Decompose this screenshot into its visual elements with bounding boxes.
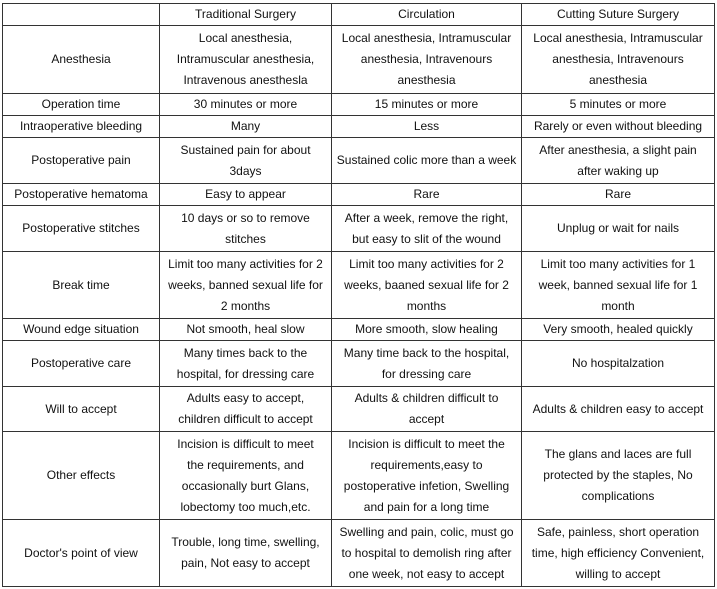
cell-line: willing to accept [575, 566, 661, 581]
row-label: Postoperative pain [3, 138, 160, 184]
cell-line: and pain for a long time [363, 499, 490, 514]
table-cell [522, 520, 715, 587]
table-row [3, 319, 715, 341]
cell-line: After a week, remove the right, [344, 210, 509, 225]
header-cell-cutting-suture-surgery: Cutting Suture Surgery [522, 4, 715, 26]
table-cell [522, 26, 715, 94]
cell-line: The glans and laces are full [544, 447, 692, 461]
table-cell [160, 319, 332, 341]
table-row [3, 206, 715, 252]
row-label: Operation time [3, 94, 160, 116]
cell-line: Limit too many activities for 1 [540, 256, 696, 271]
cell-line: 5 minutes or more [569, 97, 667, 111]
cell-line: months [406, 298, 447, 313]
table-cell [332, 319, 522, 341]
cell-line: Rare [413, 187, 440, 201]
cell-line: No hospitalzation [571, 356, 665, 370]
cell-line: 10 days or so to remove [181, 210, 310, 225]
cell-line: requirements,easy to [370, 457, 483, 472]
table-row [3, 387, 715, 432]
row-label: Wound edge situation [3, 319, 160, 341]
table-row [3, 520, 715, 587]
cell-line: but easy to slit of the wound [352, 231, 501, 246]
cell-line: pain, Not easy to accept [181, 556, 310, 570]
table-cell [332, 520, 522, 587]
cell-line: Many time back to the hospital, [343, 345, 510, 360]
cell-line: Swelling and pain, colic, must go [339, 524, 514, 539]
cell-line: Rarely or even without bleeding [533, 119, 703, 133]
table-row [3, 138, 715, 184]
cell-line: Easy to appear [205, 187, 286, 201]
header-cell-circulation: Circulation [332, 4, 522, 26]
cell-line: protected by the staples, No [543, 468, 693, 482]
header-cell [3, 4, 160, 26]
cell-line: Rare [604, 187, 631, 201]
table-cell [160, 94, 332, 116]
table-cell [332, 184, 522, 206]
cell-line: Many [230, 119, 261, 133]
table-cell [522, 387, 715, 432]
table-cell [332, 252, 522, 319]
table-cell [522, 432, 715, 520]
cell-line: Many times back to the [183, 345, 308, 360]
cell-line: 3days [229, 163, 262, 178]
cell-line: Sustained colic more than a week [336, 153, 517, 167]
table-cell [332, 26, 522, 94]
cell-line: Safe, painless, short operation [536, 524, 700, 539]
table-cell [160, 432, 332, 520]
table-cell [160, 206, 332, 252]
table-cell [332, 432, 522, 520]
cell-line: Local anesthesia, [198, 31, 293, 45]
table-cell [160, 184, 332, 206]
cell-line: the requirements, and [187, 457, 304, 472]
table-cell [332, 341, 522, 387]
row-label: Other effects [3, 432, 160, 520]
cell-line: Adults & children difficult to [354, 391, 499, 405]
table-cell [160, 252, 332, 319]
row-label: Intraoperative bleeding [3, 116, 160, 138]
table-cell [160, 520, 332, 587]
cell-line: Unplug or wait for nails [556, 221, 680, 235]
cell-line: Not smooth, heal slow [186, 322, 305, 336]
cell-line: for dressing care [381, 366, 472, 381]
table-cell [332, 206, 522, 252]
cell-line: Adults & children easy to accept [532, 401, 704, 416]
table-row [3, 116, 715, 138]
cell-line: Local anesthesia, Intramuscular [341, 31, 512, 45]
table-row [3, 184, 715, 206]
cell-line: lobectomy too much,etc. [180, 499, 311, 514]
table-cell [160, 341, 332, 387]
table-row [3, 252, 715, 319]
cell-line: Intramuscular anesthesia, [176, 52, 315, 66]
cell-line: Local anesthesia, Intramuscular [533, 31, 703, 45]
cell-line: 2 months [220, 298, 271, 313]
cell-line: to hospital to demolish ring after [341, 545, 512, 560]
cell-line: accept [408, 412, 445, 426]
cell-line: occasionally burt Glans, [181, 478, 310, 493]
cell-line: anesthesia, Intravenours [552, 52, 684, 66]
cell-line: after waking up [577, 163, 659, 178]
table-cell [332, 94, 522, 116]
table-cell [332, 116, 522, 138]
table-body [3, 26, 715, 587]
header-row [3, 4, 715, 26]
row-label: Postoperative care [3, 341, 160, 387]
cell-line: Intravenous anesthesla [183, 73, 308, 87]
table-cell [160, 138, 332, 184]
table-cell [522, 252, 715, 319]
table-cell [332, 387, 522, 432]
row-label: Break time [3, 252, 160, 319]
cell-line: week, banned sexual life for 1 [538, 277, 698, 292]
table-cell [160, 116, 332, 138]
cell-line: weeks, banned sexual life for [168, 277, 323, 292]
table-row [3, 26, 715, 94]
cell-line: Incision is difficult to meet [177, 436, 314, 451]
table-cell [522, 138, 715, 184]
row-label: Postoperative stitches [3, 206, 160, 252]
cell-line: Trouble, long time, swelling, [171, 535, 320, 549]
header-cell-traditional-surgery: Traditional Surgery [160, 4, 332, 26]
cell-line: anesthesia, Intravenours [360, 52, 493, 66]
cell-line: anesthesia [588, 73, 648, 87]
cell-line: Limit too many activities for 2 [349, 256, 504, 271]
row-label: Anesthesia [3, 26, 160, 94]
table-cell [522, 341, 715, 387]
cell-line: Very smooth, healed quickly [543, 322, 693, 336]
cell-line: complications [581, 489, 655, 503]
cell-line: weeks, baaned sexual life for 2 [344, 277, 509, 292]
cell-line: More smooth, slow healing [355, 322, 498, 336]
cell-line: Limit too many activities for 2 [168, 256, 323, 271]
table-cell [522, 94, 715, 116]
table-cell [160, 387, 332, 432]
cell-line: hospital, for dressing care [176, 366, 315, 381]
cell-line: postoperative infetion, Swelling [343, 478, 510, 493]
table-cell [522, 116, 715, 138]
comparison-table [2, 3, 715, 587]
cell-line: 30 minutes or more [193, 97, 298, 111]
row-label: Will to accept [3, 387, 160, 432]
cell-line: month [601, 298, 635, 313]
table-cell [522, 184, 715, 206]
row-label: Doctor's point of view [3, 520, 160, 587]
table-cell [522, 319, 715, 341]
cell-line: Adults easy to accept, [186, 391, 305, 405]
cell-line: one week, not easy to accept [348, 566, 505, 581]
cell-line: 15 minutes or more [374, 97, 479, 111]
table-row [3, 341, 715, 387]
cell-line: Less [413, 119, 440, 133]
cell-line: time, high efficiency Convenient, [531, 545, 705, 560]
row-label: Postoperative hematoma [3, 184, 160, 206]
table-row [3, 432, 715, 520]
table-cell [522, 206, 715, 252]
cell-line: children difficult to accept [178, 412, 313, 426]
cell-line: stitches [225, 231, 266, 246]
table-cell [332, 138, 522, 184]
cell-line: anesthesia [397, 73, 456, 87]
cell-line: Incision is difficult to meet the [348, 436, 505, 451]
table-row [3, 94, 715, 116]
cell-line: Sustained pain for about [180, 142, 311, 157]
table-cell [160, 26, 332, 94]
cell-line: After anesthesia, a slight pain [539, 142, 697, 157]
